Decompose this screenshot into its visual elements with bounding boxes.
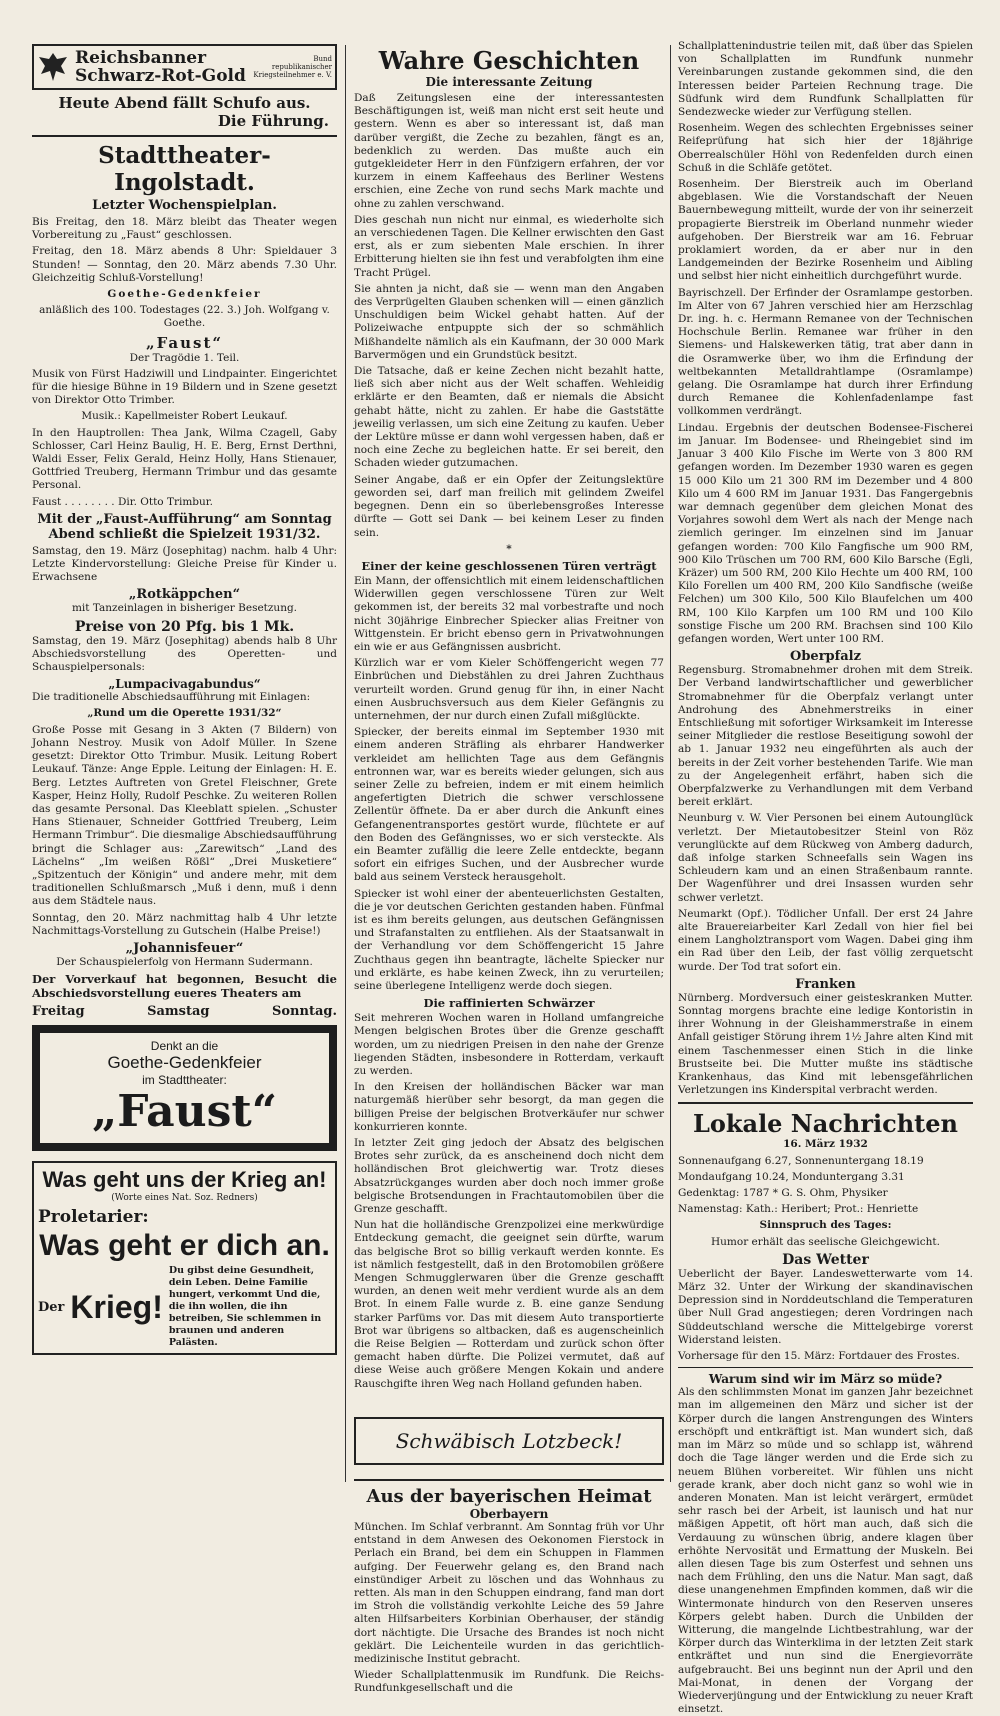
day-label: Freitag <box>32 1004 85 1020</box>
oberpfalz-heading: Oberpfalz <box>790 649 861 665</box>
war-ad-krieg: Krieg! <box>70 1288 163 1325</box>
text-paragraph: mit Tanzeinlagen in bisheriger Besetzung. <box>71 602 298 615</box>
column-rule <box>670 45 671 1482</box>
day-label: Samstag <box>147 1004 210 1020</box>
text-paragraph: Bayrischzell. Der Erfinder der Osramlampe gestorben. Im Alter von 67 Jahren verschied hier am Herzschlag Dr. ing. h. c. Hermann Remanee von der Technischen Hochschule Berlin. Remanee war früher in den Siemens- und Halskewerken tätig, trat aber dann in die Osramwerke über, wo ihm die Erfindung der weltbekannten Metalldrahtlampe (Osramlampe) gelang. Die Osramlampe hat durch ihrer Erfindung durch Remanee die Kohlenfadenlampe fast vollkommen verdrängt. <box>678 286 973 418</box>
prices-heading: Preise von 20 Pfg. bis 1 Mk. <box>74 618 295 635</box>
column-regional <box>678 40 973 1716</box>
text-paragraph: Musik von Fürst Hadziwill und Lindpainter. Eingerichtet für die hiesige Bühne in 19 Bildern und in Szene gesetzt von Direktor Otto Trimber. <box>32 367 337 407</box>
text-paragraph: Vorhersage für den 15. März: Fortdauer des Frostes. <box>678 1350 960 1363</box>
war-ad-subtitle: (Worte eines Nat. Soz. Redners) <box>111 1193 258 1204</box>
war-ad <box>32 1161 337 1355</box>
text-paragraph: Als den schlimmsten Monat im ganzen Jahr bezeichnet man im allgemeinen den März und sicher ist der Körper durch die langen Anstrengungen des Winters erschöpft und entkräftigt ist. Man wundert sich, daß man im März so müde und so schlapp ist, während doch die Tage länger werden und die Erde sich zu neuem Blühen vorbereitet. Wir fühlen uns nicht gerade krank, aber doch nicht ganz so wohl wie in anderen Monaten. Man ist leicht verärgert, ermüdet sehr rasch bei der Arbeit, ist launisch und hat nur mäßigen Appetit, oft hört man auch, daß sich die Verdauung zu wünschen übrig, andere klagen über erhöhte Nervosität und Ermattung der Muskeln. Bei allen diesen Tage bis zum Osterfest und sehnen uns nach dem Frühling, den uns die Natur. Man sagt, daß diese unangenehmen Empfinden kommen, daß wir die Wintermonate hindurch von den Reserven unseres Körpers gelebt haben. Durch die Unbilden der Witterung, die mangelnde Lichtbestrahlung, war der Körper durch das Winterklima in der letzten Zeit stark entkräftet und nun sind die Energievorräte aufgebraucht. Bei uns beginnt nun der April und den Mai-Monat, in denen der Vorgang der Wiederverjüngung und der Entwicklung zu neuer Kraft einsetzt. <box>678 1386 973 1716</box>
almanac-line: Mondaufgang 10.24, Monduntergang 3.31 <box>678 1170 905 1183</box>
banner-title: Reichsbanner Schwarz-Rot-Gold <box>75 48 246 86</box>
text-paragraph: Ueberlicht der Bayer. Landeswetterwarte vom 14. März 32. Unter der Wirkung der skandinavischen Depression sind in Norddeutschland die Temperaturen über Null Grad angestiegen; deren Vordringen nach Süddeutschland wersche die Mittelgebirge vorerst Widerstand leisten. <box>678 1267 973 1346</box>
text-paragraph: In den Kreisen der holländischen Bäcker war man naturgemäß hierüber sehr besorgt, da man gegen die billigen Preise der belgischen Brotverkäufer nur schwer konkurrieren konnte. <box>354 1081 664 1133</box>
march-heading: Warum sind wir im März so müde? <box>708 1372 943 1387</box>
almanac-line: Namenstag: Kath.: Heribert; Prot.: Henriette <box>678 1203 919 1216</box>
saying-text: Humor erhält das seelische Gleichgewicht. <box>711 1235 940 1248</box>
text-paragraph: Seit mehreren Wochen waren in Holland umfangreiche Mengen belgischen Brotes über die Grenze geschafft worden, um zu niedrigen Preisen in den nahe der Grenze liegenden Städten, insbesondere in Rotterdam, verkauft zu werden. <box>354 1012 664 1078</box>
franken-heading: Franken <box>795 976 856 992</box>
days-row <box>32 1004 337 1019</box>
text-paragraph: Lindau. Ergebnis der deutschen Bodensee-Fischerei im Januar. Im Bodensee- und Rheingebiet sind im Januar 3 400 Kilo Fische im Werte von 3 800 RM gefangen worden. Im Dezember 1930 waren es gegen 15 000 Kilo um 21 300 RM im Dezember und 4 800 Kilo um 4 600 RM im Januar 1931. Das Fangergebnis war demnach gegenüber dem gleichen Monat des Vorjahres sowohl dem Wert als nach der Menge nach ziemlich geringer. Im einzelnen sind im Januar gefangen worden: 700 Kilo Fangfische um 900 RM, 900 Kilo Trüschen um 700 RM, 600 Kilo Barsche (Egli, Kräzer) um 500 RM, 200 Kilo Hechte um 400 RM, 100 Kilo Forellen um 400 RM, 200 Kilo Sandfische (weiße Felchen) um 300 Kilo, 500 Kilo Blaufelchen um 400 RM, 100 Kilo Karpfen um 100 RM und 100 Kilo sonstige Fische um 200 RM. Brachsen sind 100 Kilo gefangen worden, Wert unter 100 RM. <box>678 421 973 645</box>
ad-line: im Stadttheater: <box>142 1073 227 1088</box>
ad-line: Denkt an die <box>150 1039 219 1054</box>
text-paragraph: Daß Zeitungslesen eine der interessantesten Beschäftigungen ist, weiß man nicht erst seit heute und gestern. Wenn es aber so interessant ist, daß man darüber vergißt, die Zeche zu bezahlen, fängt es an, bedenklich zu werden. Das mußte auch ein gutgekleideter Herr in den Fünfzigern erfahren, der vor kurzem in einem Kaffeehaus des Berliner Westens erschien, eine Zeche von rund sechs Mark machte und ohne zu zahlen verschwand. <box>354 92 664 210</box>
text-paragraph: Nürnberg. Mordversuch einer geisteskranken Mutter. Sonntag morgens brachte eine ledige Kontoristin in ihrer Wohnung in der Gleishammerstraße in einem Anfall geistiger Störung ihrem 1½ Jahre alten Kind mit einem Taschenmesser einen Stich in die linke Brustseite bei. Die Mutter mußte ins städtische Krankenhaus, das Kind mit lebensgefährlichen Verletzungen ins Kinderspital verbracht werden. <box>678 991 973 1097</box>
local-news-date: 16. März 1932 <box>783 1138 868 1151</box>
ad-line: Goethe-Gedenkfeier <box>107 1053 262 1073</box>
local-news-title: Lokale Nachrichten <box>693 1109 958 1139</box>
week-title: Letzter Wochenspielplan. <box>92 198 277 213</box>
banner-subtitle: Bund republikanischer Kriegsteilnehmer e. V. <box>253 55 332 79</box>
separator-star: * <box>506 542 512 555</box>
rund-heading: „Rund um die Operette 1931/32“ <box>87 707 282 720</box>
weather-heading: Das Wetter <box>782 1251 869 1268</box>
story-heading: Die raffinierten Schwärzer <box>423 996 595 1011</box>
story-heading: Die interessante Zeitung <box>425 75 593 89</box>
text-paragraph: Seiner Angabe, daß er ein Opfer der Zeitungslektüre geworden sei, darf man freilich mit gelindem Zweifel begegnen. Denn ein so überlebensgroßes Interesse dürfte — Gott sei Dank — bei keinem Leser zu finden sein. <box>354 473 664 539</box>
notice-signature: Die Führung. <box>217 112 329 130</box>
war-ad-title: Was geht uns der Krieg an! <box>42 1167 327 1193</box>
text-paragraph: Nun hat die holländische Grenzpolizei eine merkwürdige Entdeckung gemacht, die geeignet sein dürfte, warum das belgische Brot so billig verkauft werden konnte. Es ist nämlich festgestellt, daß in den Brotomobilen größere Mengen Schmugglerwaren über die Grenze geschafft wurden, an denen weit mehr verdient wurde als an dem Brot. In einem Falle wurde z. B. eine ganze Sendung starker Parfüms vor. Das mit diesem Auto transportierte Brot war übrigens so altbacken, daß es augenscheinlich die Reise Belgien — Rotterdam und zurück schon öfter gemacht haben dürfte. Die Polizei vermutet, daß auf diese Weise auch größere Mengen Kokain und andere Rauschgifte ihren Weg nach Holland gefunden haben. <box>354 1219 664 1390</box>
text-paragraph: Spiecker, der bereits einmal im September 1930 mit einem anderen Sträfling als ehrbarer Handwerker verkleidet am hellichten Tage aus dem Gefängnis entronnen war, war es bereits wieder gelungen, sich aus seiner Zelle zu befreien, indem er mit einem heimlich angefertigten Dietrich die schwer verschlossene Zellentür öffnete. Da er aber durch die Ankunft eines Gefangenentransportes gestört wurde, flüchtete er auf den Boden des Gefängnisses, wo er sich versteckte. Als ein Beamter zufällig die leere Zelle entdeckte, begann sofort ein eifriges Suchen, und der Ausbrecher wurde bald aus seinem Versteck herausgeholt. <box>354 726 664 884</box>
tragoedie-line: Der Tragödie 1. Teil. <box>129 351 240 364</box>
rotkaeppchen-heading: „Rotkäppchen“ <box>128 587 241 603</box>
text-paragraph: Rosenheim. Der Bierstreik auch im Oberland abgeblasen. Wie die Vorstandschaft der Neuen Bauernbewegung mitteilt, wurde der von ihr seinerzeit propagierte Bierstreik im Oberland nunmehr wieder aufgehoben. Der Bierstreik war am 16. Februar proklamiert worden, da er aber nur in den Landgemeinden der Bezirke Rosenheim und Aibling und selbst hier nicht einheitlich durchgeführt wurde. <box>678 178 973 283</box>
war-ad-text: Du gibst deine Gesundheit, dein Leben. Deine Familie hungert, verkommt Und die, die ihn wollen, die ihn betreiben, Sie schlemmen in braunen und anderen Palästen. <box>168 1265 322 1349</box>
text-paragraph: Sie ahnten ja nicht, daß sie — wenn man den Angaben des Verprügelten Glauben schenken will — einen gänzlich Unschuldigen beim Wickel gehabt hatten. Auf der Polizeiwache entpuppte sich der so schmählich Mißhandelte nämlich als ein Kaufmann, der 30 000 Mark Barvermögen und ein Grundstück besitzt. <box>354 282 664 361</box>
text-paragraph: Bis Freitag, den 18. März bleibt das Theater wegen Vorbereitung zu „Faust“ geschlossen. <box>32 216 337 242</box>
text-paragraph: Der Schauspielerfolg von Hermann Sudermann. <box>56 955 313 968</box>
goethe-ad <box>32 1025 337 1151</box>
text-paragraph: In den Hauptrollen: Thea Jank, Wilma Czagell, Gaby Schlosser, Carl Heinz Baulig, H. E. Berg, Ernst Derthni, Waldi Esser, Felix Gerald, Heinz Holly, Hans Stienauer, Gottfried Treuberg, Hermann Trimbur und das gesamte Personal. <box>32 426 337 492</box>
text-paragraph: Samstag, den 19. März (Josephitag) nachm. halb 4 Uhr: Letzte Kindervorstellung: Gleiche Preise für Kinder u. Erwachsene <box>32 544 337 584</box>
faust-heading: „Faust“ <box>145 333 224 352</box>
faust-cast-line: Faust . . . . . . . . Dir. Otto Trimbur. <box>32 495 213 508</box>
text-paragraph: Spiecker ist wohl einer der abenteuerlichsten Gestalten, die je vor deutschen Gerichten gestanden haben. Fünfmal ist es ihm bereits gelungen, aus deutschen Gefängnissen und Strafanstalten zu entfliehen. Als der Staatsanwalt in der Verhandlung vor dem Schöffengericht 15 Jahre Zuchthaus gegen ihn beantragte, lächelte Spiecker nur und erklärte, es habe keinen Zweck, ihn zu verurteilen; seine überlegene Intelligenz werde doch siegen. <box>354 887 664 992</box>
column-theater <box>32 40 337 1486</box>
reichsbanner-header <box>32 44 337 90</box>
text-paragraph: Neumarkt (Opf.). Tödlicher Unfall. Der erst 24 Jahre alte Brauereiarbeiter Karl Zedall von hier fiel bei einem Langholztransport vom Wagen. Dabei ging ihm ein Rad über den Leib, der fast völlig zerquetscht wurde. Der Tod trat sofort ein. <box>678 907 973 973</box>
text-paragraph: Sonntag, den 20. März nachmittag halb 4 Uhr letzte Nachmittags-Vorstellung zu Gutschein (Halbe Preise!) <box>32 911 337 937</box>
script-ad: Schwäbisch Lotzbeck! <box>354 1417 664 1465</box>
war-ad-slogan: Was geht er dich an. <box>39 1229 330 1263</box>
text-paragraph: Ein Mann, der offensichtlich mit einem leidenschaftlichen Widerwillen gegen verschlossene Türen zur Welt gekommen ist, der bereits 32 mal vorbestrafte und noch nicht 30jährige Einbrecher Spiecker alias Freitner von Wittgenstein. Er bricht ebenso gern in Privatwohnungen ein wie er aus Gefängnissen ausbricht. <box>354 574 664 653</box>
text-paragraph: Samstag, den 19. März (Josephitag) abends halb 8 Uhr Abschiedsvorstellung des Operetten- und Schauspielpersonals: <box>32 634 337 674</box>
day-label: Sonntag. <box>271 1004 337 1020</box>
presale-notice: Der Vorverkauf hat begonnen, Besucht die Abschiedsvorstellung eueres Theaters am <box>32 972 337 1001</box>
text-paragraph: Rosenheim. Wegen des schlechten Ergebnisses seiner Reifeprüfung hat sich hier der 18jährige Oberrealschüler Höhl von Redenfelden durch einen Schuß in die Schläfe getötet. <box>678 122 973 174</box>
goethe-fest-heading: Goethe-Gedenkfeier <box>107 288 262 301</box>
saying-heading: Sinnspruch des Tages: <box>759 1219 892 1232</box>
stories-title: Wahre Geschichten <box>378 46 640 75</box>
goethe-occasion: anläßlich des 100. Todestages (22. 3.) Joh. Wolfgang v. Goethe. <box>39 304 330 330</box>
text-paragraph: München. Im Schlaf verbrannt. Am Sonntag früh vor Uhr entstand in dem Anwesen des Oekonomen Fierstock in Perlach ein Brand, bei dem ein Schuppen in Flammen aufging. Der Feuerwehr gelang es, den Brand nach einstündiger Arbeit zu löschen und das Wohnhaus zu retten. Als man in den Schuppen eindrang, fand man dort im Stroh die vollständig verkohlte Leiche des 59 Jahre alten Hilfsarbeiters Korbinian Oberhauser, der ständig dort nächtigte. Die Ursache des Brandes ist noch nicht geklärt. Die Leichenteile wurden in das gerichtlich-medizinische Institut gebracht. <box>354 1520 664 1665</box>
bavaria-subtitle: Oberbayern <box>469 1506 549 1521</box>
text-paragraph: Große Posse mit Gesang in 3 Akten (7 Bildern) von Johann Nestroy. Musik von Adolf Müller. In Szene gesetzt: Direktor Otto Trimbur. Musik. Leitung Robert Leukauf. Tänze: Ange Epple. Leitung der Einlagen: H. E. Berg. Letztes Auftreten von Gretel Fleischner, Grete Kasper, Heinz Holly, Rudolf Peschke. Zu weiteren Rollen das gesamte Personal. Das Kleeblatt spielen. „Schuster Hans Stienauer, Schneider Gottfried Treuberg, Leim Hermann Trimbur“. Die diesmalige Abschiedsaufführung bringt die Schlager aus: „Zarewitsch“ „Land des Lächelns“ „Im weißen Rößl“ „Drei Musketiere“ „Spitzentuch der Königin“ und andere mehr, mit dem traditionellen Schlußmarsch „Muß i denn, muß i denn aus dem Städtele naus. <box>32 723 337 908</box>
ad-faust-title: „Faust“ <box>91 1086 278 1138</box>
text-paragraph: Die Tatsache, daß er keine Zechen nicht bezahlt hatte, ließ sich aber nicht aus der Welt schaffen. Wehleidig erklärte er den Beamten, daß er niemals die Absicht gehabt hätte, nicht zu zahlen. Er habe die Gaststätte jeweilig verlassen, um sich eine Zeitung zu kaufen. Ueber der Lektüre müsse er dann wohl vergessen haben, daß er noch eine Zeche zu begleichen hatte. Er sei bereit, den Schaden wieder gutzumachen. <box>354 365 664 470</box>
column-rule <box>345 45 346 1482</box>
text-paragraph: Dies geschah nun nicht nur einmal, es wiederholte sich an verschiedenen Tagen. Die Kellner erwischten den Gast erst, als er zum siebenten Male erschien. In ihrer Erbitterung hielten sie ihn fest und verabfolgten ihm eine Tracht Prügel. <box>354 213 664 279</box>
bavaria-title: Aus der bayerischen Heimat <box>366 1485 652 1507</box>
text-paragraph: Wieder Schallplattenmusik im Rundfunk. Die Reichs-Rundfunkgesellschaft und die <box>354 1669 664 1695</box>
almanac-line: Sonnenaufgang 6.27, Sonnenuntergang 18.19 <box>678 1154 924 1167</box>
eagle-icon <box>37 50 69 84</box>
text-paragraph: Schallplattenindustrie teilen mit, daß über das Spielen von Schallplatten im Rundfunk nunmehr Vereinbarungen zustande gekommen sind, die den Interessen beider Parteien Rechnung trage. Die Südfunk wird dem Rundfunk Schallplatten für Sendezwecke wieder zur Verfügung stellen. <box>678 40 973 119</box>
story-heading: Einer der keine geschlossenen Türen verträgt <box>361 558 657 573</box>
theater-title: Stadttheater-Ingolstadt. <box>98 142 271 196</box>
war-ad-proletarier: Proletarier: <box>38 1207 149 1228</box>
season-close-heading: Mit der „Faust-Aufführung“ am Sonntag Abend schließt die Spielzeit 1931/32. <box>37 511 332 542</box>
lumpaci-heading: „Lumpacivagabundus“ <box>108 677 261 692</box>
column-stories <box>354 40 664 1695</box>
text-paragraph: In letzter Zeit ging jedoch der Absatz des belgischen Brotes sehr zurück, da es anscheinend doch nicht dem holländischen Brot gleichwertig war. Trotz dieses Absatzrückganges wurden aber doch noch immer große belgische Brotsendungen in Frachtautomobilen über die Grenze geschafft. <box>354 1137 664 1216</box>
text-paragraph: Neunburg v. W. Vier Personen bei einem Autounglück verletzt. Der Mietautobesitzer Steinl von Röz verunglückte auf dem Rückweg von Amberg dadurch, daß infolge starken Schneefalls sein Wagen ins Schleudern kam und an einen Straßenbaum rannte. Der Wagenführer und drei Insassen wurden sehr schwer verletzt. <box>678 812 973 904</box>
text-paragraph: Freitag, den 18. März abends 8 Uhr: Spieldauer 3 Stunden! — Sonntag, den 20. März abends 7.30 Uhr. Gleichzeitig Schluß-Vorstellung! <box>32 245 337 284</box>
schufo-notice: Heute Abend fällt Schufo aus. <box>58 94 311 112</box>
text-paragraph: Kürzlich war er vom Kieler Schöffengericht wegen 77 Einbrüchen und Diebstählen zu drei Jahren Zuchthaus verurteilt worden. Grund genug für ihn, in einer Nacht einen Ausbruchsversuch aus dem Kieler Gefängnis zu unternehmen, der nur durch einen Zufall mißglückte. <box>354 657 664 722</box>
text-paragraph: Regensburg. Stromabnehmer drohen mit dem Streik. Der Verband landwirtschaftlicher und gewerblicher Stromabnehmer für die Oberpfalz verlangt unter Androhung des Abnehmerstreiks in einer Entschließung mit sofortiger Wirksamkeit im Interesse seiner Mitglieder die restlose Beseitigung sowohl der ab 1. Januar 1932 neu eingeführten als auch der bereits in der Zeit vorher bestehenden Tarife. Wie man zu der Angelegenheit erfährt, haben sich die Oberpfalzwerke zu Verhandlungen mit dem Verband bereit erklärt. <box>678 664 973 809</box>
text-paragraph: Die traditionelle Abschiedsaufführung mit Einlagen: <box>32 691 311 704</box>
war-ad-der: Der <box>38 1299 65 1315</box>
almanac-line: Gedenktag: 1787 * G. S. Ohm, Physiker <box>678 1187 888 1200</box>
text-paragraph: Musik.: Kapellmeister Robert Leukauf. <box>81 410 288 423</box>
johannisfeuer-heading: „Johannisfeuer“ <box>125 940 244 956</box>
